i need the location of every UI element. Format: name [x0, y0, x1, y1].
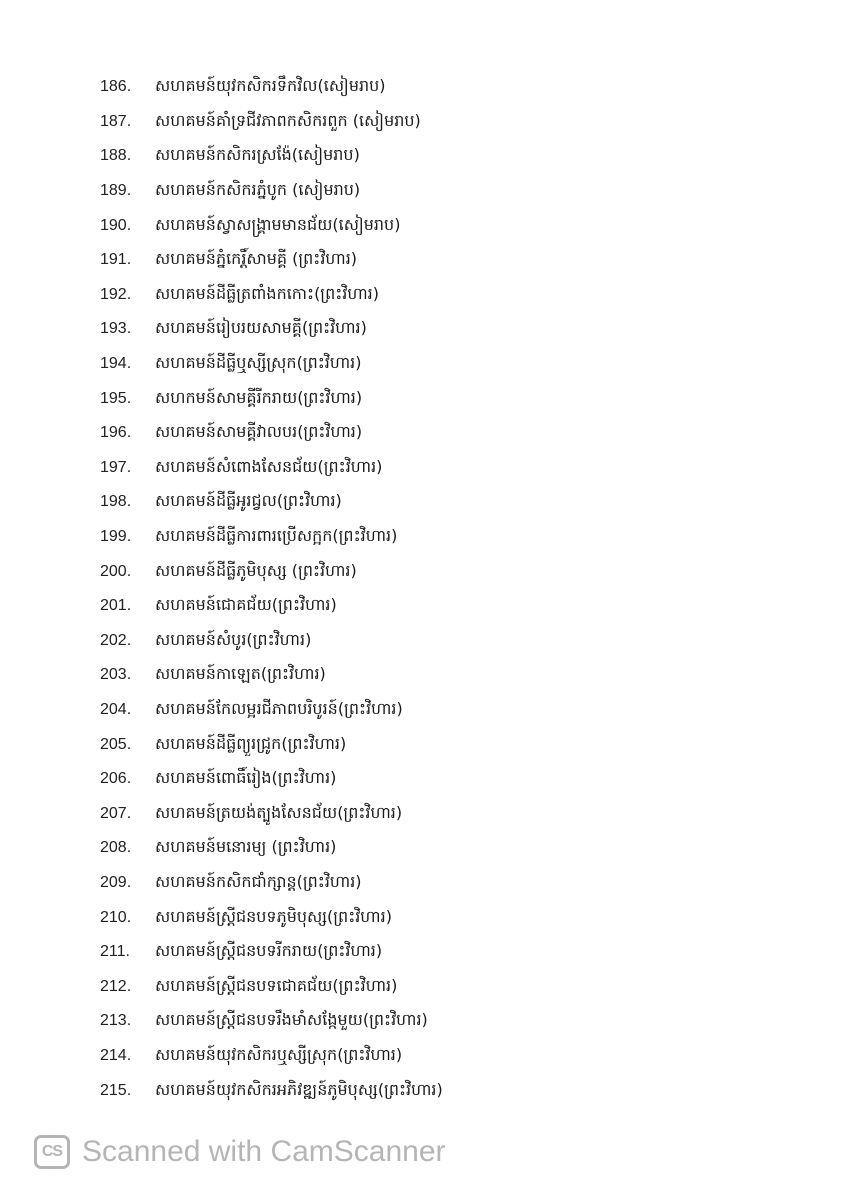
item-number: 187. [100, 112, 132, 130]
item-text: សហគមន៍ស្ត្រីជនបទភូមិបុស្ស(ព្រះវិហារ) [155, 906, 392, 926]
list-item [100, 208, 800, 243]
item-number: 195. [100, 389, 132, 407]
item-text: សហគមន៍កសិករភ្នំបូក (សៀមរាប) [155, 180, 361, 200]
item-text: សហគមន៍គាំទ្រជីវភាពកសិករពួក (សៀមរាប) [155, 110, 421, 130]
item-number: 207. [100, 804, 132, 822]
list-item [100, 416, 800, 451]
list-item [100, 935, 800, 970]
item-text: សហគមន៍កាឡេត(ព្រះវិហារ) [155, 664, 326, 684]
item-text: សហគមន៍សាមគ្គីវាលបរ(ព្រះវិហារ) [155, 422, 363, 442]
item-number: 205. [100, 735, 132, 753]
item-text: សហគមន៍ស្វាសង្គ្រាមមានជ័យ(សៀមរាប) [155, 214, 401, 234]
item-text: សហគមន៍ដីធ្លីត្រពាំងកកោះ(ព្រះវិហារ) [155, 283, 379, 303]
list-item [100, 1039, 800, 1074]
list-item [100, 520, 800, 555]
item-number: 190. [100, 216, 132, 234]
item-text: សហគមន៍សំបូរ(ព្រះវិហារ) [155, 629, 312, 649]
item-text: សហគមន៍យុវកសិករឬស្សីស្រុក(ព្រះវិហារ) [155, 1044, 403, 1064]
list-item [100, 624, 800, 659]
item-number: 208. [100, 839, 132, 857]
item-text: សហគមន៍ស្ត្រីជនបទរឹងមាំសង្កែមួយ(ព្រះវិហារ) [155, 1010, 428, 1030]
item-text: សហគមន៍ពោធិ៍រៀង(ព្រះវិហារ) [155, 768, 337, 788]
item-text: សហគមន៍ដីធ្លីឬស្សីស្រុក(ព្រះវិហារ) [155, 353, 362, 373]
item-text: សហគមន៍ដីធ្លីភូមិបុស្ស (ព្រះវិហារ) [155, 560, 357, 580]
list-item [100, 70, 800, 105]
item-text: សហគមន៍រៀបរយសាមគ្គី(ព្រះវិហារ) [155, 318, 367, 338]
item-text: សហគមន៍កែលម្អរជីភាពបរិបូរន៍(ព្រះវិហារ) [155, 698, 403, 718]
item-number: 211. [100, 943, 130, 961]
list-item [100, 831, 800, 866]
item-number: 189. [100, 182, 132, 200]
list-item [100, 1004, 800, 1039]
item-text: សហគមន៍ស្ត្រីជនបទរីករាយ(ព្រះវិហារ) [155, 941, 383, 961]
item-text: សហគមន៍កសិករស្រង៉ែ(សៀមរាប) [155, 145, 360, 165]
list-item [100, 796, 800, 831]
list-item [100, 451, 800, 486]
list-item [100, 312, 800, 347]
item-number: 214. [100, 1046, 132, 1064]
item-number: 215. [100, 1081, 132, 1099]
item-text: សហគមន៍ដីធ្លីអូរជ្វល(ព្រះវិហារ) [155, 491, 342, 511]
item-text: សហគមន៍មនោរម្យ (ព្រះវិហារ) [155, 837, 337, 857]
item-text: សហគមន៍សំពោងសែនជ័យ(ព្រះវិហារ) [155, 456, 383, 476]
camscanner-watermark [34, 1134, 446, 1170]
item-text: សហកមន៍សាមគ្គីរីករាយ(ព្រះវិហារ) [155, 387, 363, 407]
item-text: សហគមន៍ស្ត្រីជនបទជោគជ័យ(ព្រះវិហារ) [155, 975, 398, 995]
item-text: សហគមន៍ដីធ្លីព្យួរជ្រូក(ព្រះវិហារ) [155, 733, 347, 753]
list-item [100, 900, 800, 935]
list-item [100, 658, 800, 693]
item-number: 203. [100, 666, 132, 684]
item-text: សហគមន៍យុវកសិករទឹកវិល(សៀមរាប) [155, 76, 386, 96]
community-list [100, 70, 800, 1108]
item-number: 198. [100, 493, 132, 511]
item-number: 206. [100, 770, 132, 788]
list-item [100, 762, 800, 797]
item-text: សហគមន៍យុវកសិករអភិវឌ្ឍន៍ភូមិបុស្ស(ព្រះវិហារ) [155, 1079, 443, 1099]
item-text: សហគមន៍កសិកជាំក្សាន្ត(ព្រះវិហារ) [155, 871, 362, 891]
list-item [100, 693, 800, 728]
list-item [100, 174, 800, 209]
list-item [100, 347, 800, 382]
list-item [100, 554, 800, 589]
item-text: សហគមន៍ដីធ្លីការពារប្រើសក្អក(ព្រះវិហារ) [155, 526, 398, 546]
item-number: 188. [100, 147, 132, 165]
item-text: សហគមន៍ជោគជ័យ(ព្រះវិហារ) [155, 595, 337, 615]
item-number: 213. [100, 1012, 132, 1030]
list-item [100, 278, 800, 313]
item-text: សហគមន៍ភ្នំកេរ្តិ៍សាមគ្គី (ព្រះវិហារ) [155, 249, 358, 269]
list-item [100, 381, 800, 416]
list-item [100, 969, 800, 1004]
list-item [100, 727, 800, 762]
item-number: 199. [100, 528, 132, 546]
list-item [100, 105, 800, 140]
list-item [100, 485, 800, 520]
item-text: សហគមន៍ត្រយង់ត្បូងសែនជ័យ(ព្រះវិហារ) [155, 802, 403, 822]
item-number: 192. [100, 285, 132, 303]
item-number: 186. [100, 78, 132, 96]
item-number: 209. [100, 873, 132, 891]
item-number: 212. [100, 977, 132, 995]
item-number: 210. [100, 908, 132, 926]
item-number: 196. [100, 424, 132, 442]
camscanner-logo-icon: CS [34, 1135, 70, 1169]
item-number: 200. [100, 562, 132, 580]
list-item [100, 589, 800, 624]
item-number: 193. [100, 320, 132, 338]
item-number: 191. [100, 251, 132, 269]
item-number: 202. [100, 631, 132, 649]
list-item [100, 243, 800, 278]
list-item [100, 139, 800, 174]
item-number: 204. [100, 700, 132, 718]
item-number: 197. [100, 458, 132, 476]
watermark-text: Scanned with CamScanner [82, 1135, 446, 1168]
list-item [100, 866, 800, 901]
item-number: 194. [100, 355, 132, 373]
list-item [100, 1073, 800, 1108]
item-number: 201. [100, 597, 132, 615]
